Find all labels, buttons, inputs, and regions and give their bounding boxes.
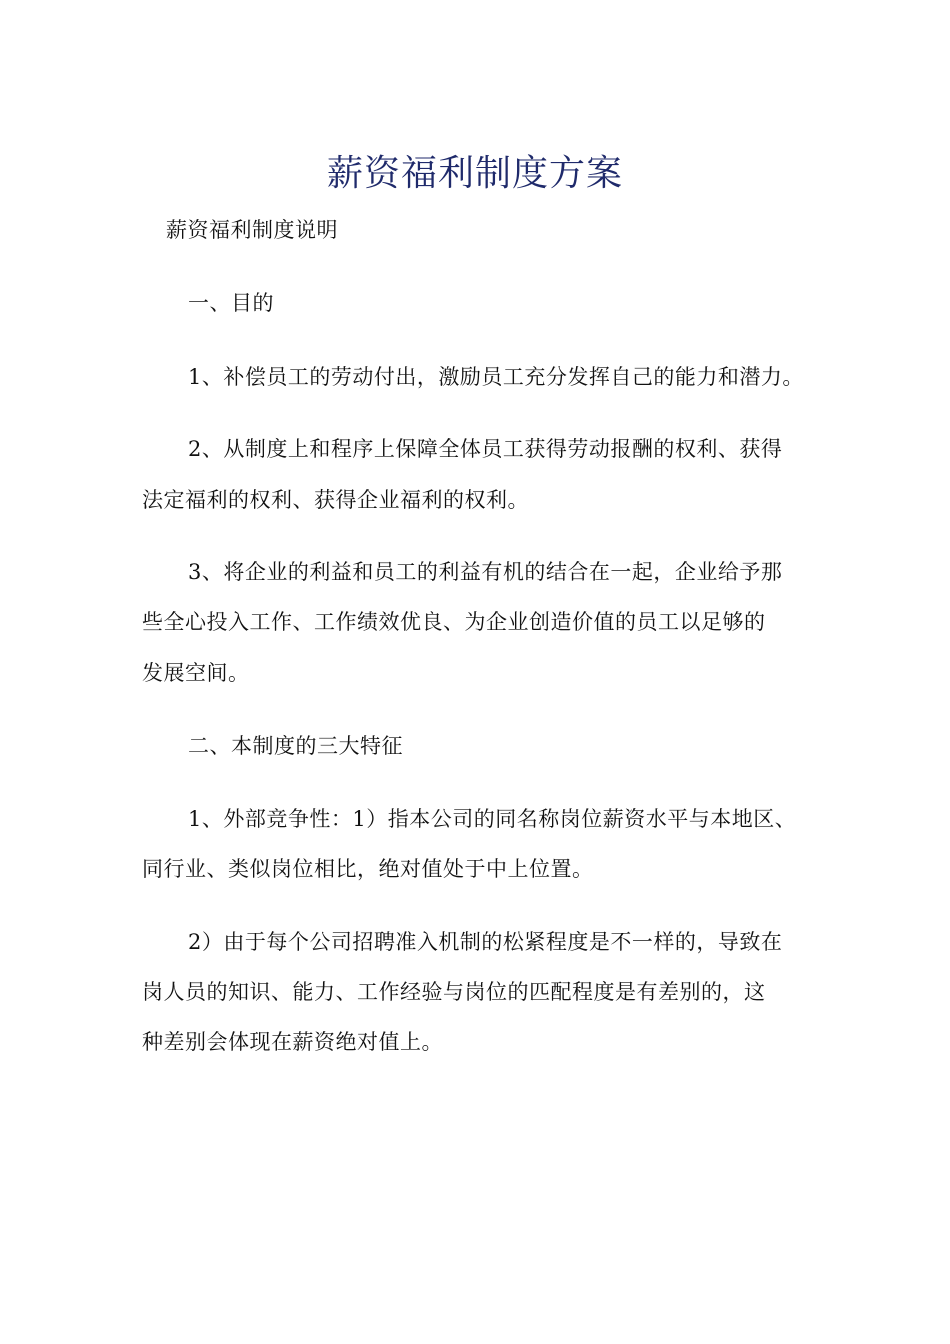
paragraph-line: 1、补偿员工的劳动付出，激励员工充分发挥自己的能力和潜力。 xyxy=(188,365,804,389)
paragraph-line: 法定福利的权利、获得企业福利的权利。 xyxy=(142,488,529,512)
paragraph-line: 2、从制度上和程序上保障全体员工获得劳动报酬的权利、获得 xyxy=(188,437,783,461)
paragraph-line: 些全心投入工作、工作绩效优良、为企业创造价值的员工以足够的 xyxy=(142,610,766,634)
paragraph-line: 3、将企业的利益和员工的利益有机的结合在一起，企业给予那 xyxy=(188,560,783,584)
paragraph-line: 同行业、类似岗位相比，绝对值处于中上位置。 xyxy=(142,857,594,881)
paragraph-line: 种差别会体现在薪资绝对值上。 xyxy=(142,1030,443,1054)
document-title: 薪资福利制度方案 xyxy=(326,153,623,194)
paragraph-line: 岗人员的知识、能力、工作经验与岗位的匹配程度是有差别的，这 xyxy=(142,980,766,1004)
document-subtitle: 薪资福利制度说明 xyxy=(166,218,338,242)
section-heading-features: 二、本制度的三大特征 xyxy=(188,734,403,758)
paragraph-line: 发展空间。 xyxy=(142,661,250,685)
paragraph-line: 2）由于每个公司招聘准入机制的松紧程度是不一样的，导致在 xyxy=(188,930,783,954)
paragraph-line: 1、外部竞争性：1）指本公司的同名称岗位薪资水平与本地区、 xyxy=(188,807,797,831)
section-heading-purpose: 一、目的 xyxy=(188,291,274,315)
